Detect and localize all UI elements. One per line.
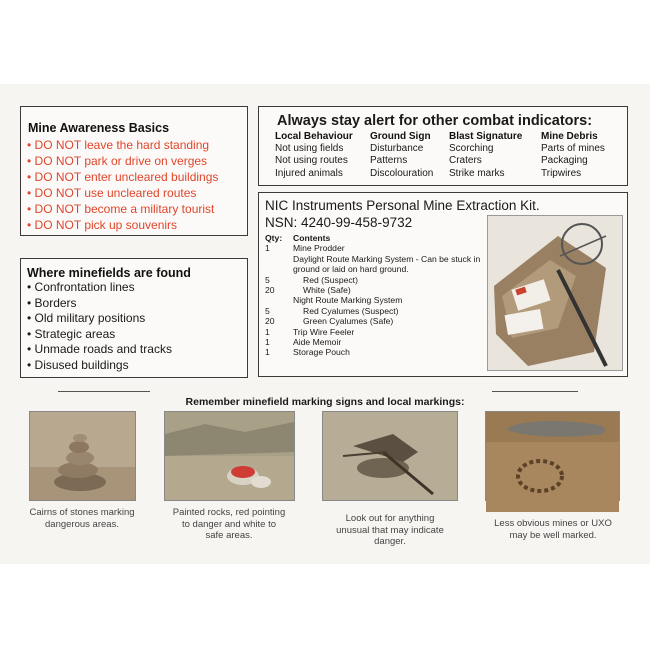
contents-cell: Trip Wire Feeler [293,326,355,337]
contents-header: Contents [293,233,331,243]
caption-line: unusual that may indicate [336,524,444,536]
qty-cell: 1 [265,347,270,358]
unusual-objects-photo [322,411,458,501]
divider-left [58,391,150,392]
kit-photo [487,215,623,371]
column-item: Strike marks [449,167,505,179]
column-item: Packaging [541,155,588,167]
column-item: Tripwires [541,167,582,179]
combat-indicators-box [258,106,628,186]
qty-cell: 20 [265,285,275,296]
contents-cell: White (Safe) [303,285,351,296]
contents-cell: Storage Pouch [293,347,350,358]
contents-cell: Green Cyalumes (Safe) [303,316,394,327]
table-row [265,316,487,326]
column-heading: Mine Debris [541,131,598,142]
column-item: Scorching [449,143,494,155]
caption-line: to danger and white to [181,518,276,530]
cairn-photo [29,411,136,501]
qty-cell: 5 [265,305,270,316]
qty-cell: 1 [265,337,270,348]
caption-line: Less obvious mines or UXO [494,518,612,529]
table-row [265,306,487,316]
list-item: • DO NOT park or drive on verges [27,154,208,168]
qty-header: Qty: [265,233,283,243]
remember-heading: Remember minefield marking signs and local markings: [185,396,465,408]
table-row [265,295,487,305]
list-item: • DO NOT pick up souvenirs [27,218,178,232]
cairn-caption [19,507,145,530]
mine-awareness-list [27,137,218,233]
where-minefields-title: Where minefields are found [27,266,191,280]
table-row [265,275,487,285]
column-item: Injured animals [275,167,343,179]
list-item: • DO NOT enter uncleared buildings [27,170,219,184]
where-minefields-box [20,258,248,378]
kit-contents-list [265,233,487,358]
column-item: Discolouration [370,167,434,179]
column-heading: Blast Signature [449,131,523,142]
list-item: • Strategic areas [27,326,116,341]
qty-cell: 1 [265,326,270,337]
table-row [265,337,487,347]
list-item: • Old military positions [27,311,146,326]
where-minefields-list [27,280,172,374]
column-item: Disturbance [370,143,424,155]
caption-line: Look out for anything [345,513,435,524]
column-heading: Local Behaviour [275,131,353,142]
column-item: Not using routes [275,155,348,167]
uxo-photo [485,411,620,501]
list-item: • Borders [27,295,77,310]
contents-cell: Red Cyalumes (Suspect) [303,305,399,316]
column-heading: Ground Sign [370,131,431,142]
mine-awareness-box [20,106,248,236]
list-item: • Disused buildings [27,357,129,372]
list-item: • Unmade roads and tracks [27,342,172,357]
uxo-caption [474,518,632,541]
kit-title: NIC Instruments Personal Mine Extraction Kit. [265,198,540,213]
caption-line: may be well marked. [509,529,597,541]
table-row [265,254,487,275]
table-row [265,347,487,357]
list-item: • DO NOT leave the hard standing [27,138,210,152]
qty-cell: 1 [265,243,270,254]
list-item: • DO NOT become a military tourist [27,202,215,216]
column-item: Not using fields [275,143,344,155]
table-row [265,243,487,253]
indicator-column-local-behaviour [275,131,353,180]
column-item: Parts of mines [541,143,605,155]
mine-awareness-title: Mine Awareness Basics [28,121,170,135]
painted-rocks-photo [164,411,295,501]
kit-nsn: NSN: 4240-99-458-9732 [265,215,413,230]
painted-rocks-caption [153,507,305,542]
list-item: • DO NOT use uncleared routes [27,186,197,200]
contents-cell: Aide Memoir [293,337,342,348]
unusual-objects-caption [310,513,470,548]
table-row [265,285,487,295]
contents-cell: Mine Prodder [293,243,345,254]
caption-line: Cairns of stones marking [29,507,135,518]
caption-line: dangerous areas. [45,518,119,530]
caption-line: danger. [374,536,406,548]
contents-cell: Daylight Route Marking System - Can be stuck in ground or laid on hard ground. [293,253,481,275]
table-row [265,327,487,337]
caption-line: safe areas. [205,530,253,542]
column-item: Patterns [370,155,408,167]
qty-cell: 5 [265,274,270,285]
column-item: Craters [449,155,482,167]
indicator-column-ground-sign [370,131,433,180]
indicator-column-mine-debris [541,131,605,180]
contents-cell: Night Route Marking System [293,295,403,306]
divider-right [492,391,578,392]
qty-cell: 20 [265,316,275,327]
kit-list-header [265,233,487,243]
combat-indicators-title: Always stay alert for other combat indicators: [277,113,593,129]
caption-line: Painted rocks, red pointing [172,507,286,518]
list-item: • Confrontation lines [27,280,135,294]
contents-cell: Red (Suspect) [303,274,358,285]
extraction-kit-box [258,192,628,377]
indicator-column-blast-signature [449,131,522,180]
